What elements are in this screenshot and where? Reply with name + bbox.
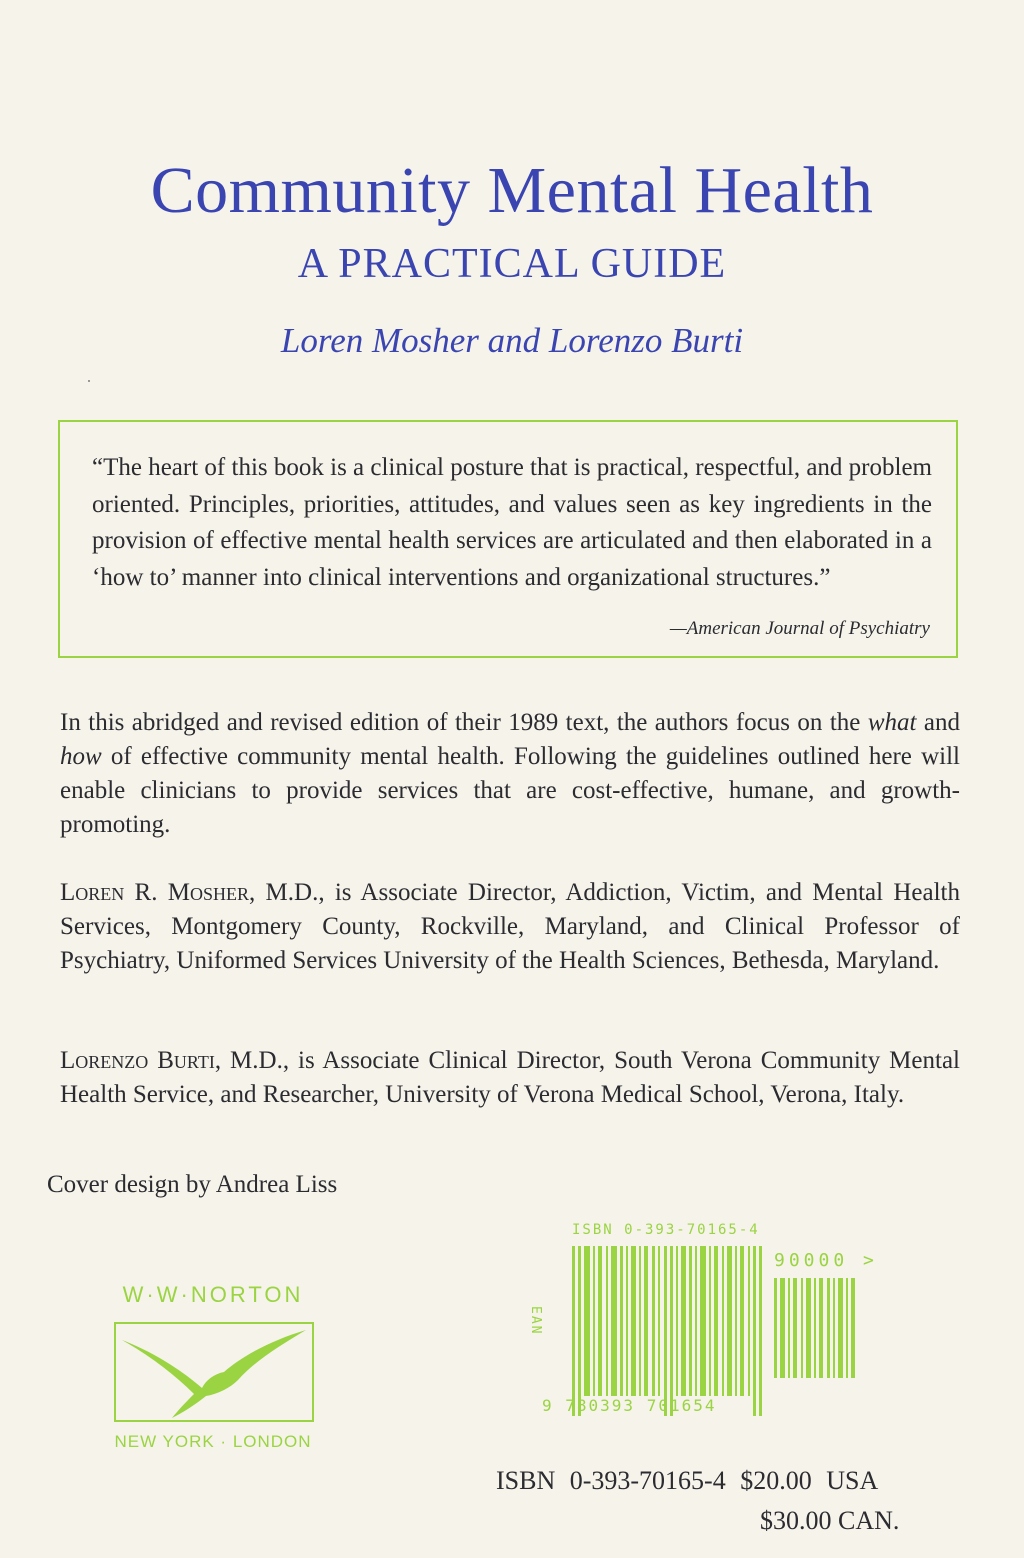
barcode [528,1222,908,1452]
price-line [496,1464,878,1498]
barcode-digits: 9 780393 701654 [542,1396,717,1415]
description-paragraph [60,706,960,842]
book-subtitle: A PRACTICAL GUIDE [297,241,727,287]
description-text-2: and [916,709,960,736]
description-text-1: In this abridged and revised edition of their 1989 text, the authors focus on the [60,709,868,736]
cover-credit: Cover design by Andrea Liss [47,1171,338,1198]
description-em-what: what [867,709,917,736]
price-usa: $20.00 USA [740,1466,879,1495]
bio-mosher [60,876,960,978]
speck [88,380,90,382]
barcode-ean-label: EAN [528,1306,543,1336]
publisher-name: W·W·NORTON [122,1282,304,1307]
publisher-cities: NEW YORK · LONDON [114,1432,312,1451]
publisher-logo [98,1282,328,1462]
review-source: —American Journal of Psychiatry [669,618,930,639]
price-can: $30.00 CAN. [760,1506,900,1535]
barcode-bars-addon [774,1278,856,1378]
book-authors: Loren Mosher and Lorenzo Burti [280,321,744,360]
barcode-price-code: 90000 > [774,1250,878,1271]
bio-burti-name: Lorenzo Burti [60,1047,215,1074]
review-box [58,420,958,658]
review-quote: “The heart of this book is a clinical posture that is practical, respectful, and problem oriented. Principles, priorities, attitudes, and values seen as key ingredients in the provision of effective mental health services are articulated and then elaborated in a ‘how to’ manner into clinical interventions and organizational structures.” [92,454,932,591]
bio-burti [60,1044,960,1112]
book-title: Community Mental Health [150,154,874,227]
price-isbn: ISBN 0-393-70165-4 [496,1466,726,1495]
description-text-3: of effective community mental health. Following the guidelines outlined here will enable clinicians to provide services that are cost-effective, humane, and growth-promoting. [60,743,960,838]
barcode-bars-main [572,1246,762,1416]
bio-burti-text: , M.D., is Associate Clinical Director, South Verona Community Mental Health Service, and Researcher, University of Verona Medical School, Verona, Italy. [60,1047,960,1108]
barcode-isbn-label: ISBN 0-393-70165-4 [572,1222,760,1238]
seagull-icon [114,1322,314,1422]
bio-mosher-name: Loren R. Mosher [60,879,249,906]
description-em-how: how [60,743,102,770]
bio-mosher-text: , M.D., is Associate Director, Addiction, Victim, and Mental Health Services, Montgomery County, Rockville, Maryland, and Clinical Professor of Psychiatry, Uniformed Services University of the Health Sciences, Bethesda, Maryland. [60,879,960,974]
